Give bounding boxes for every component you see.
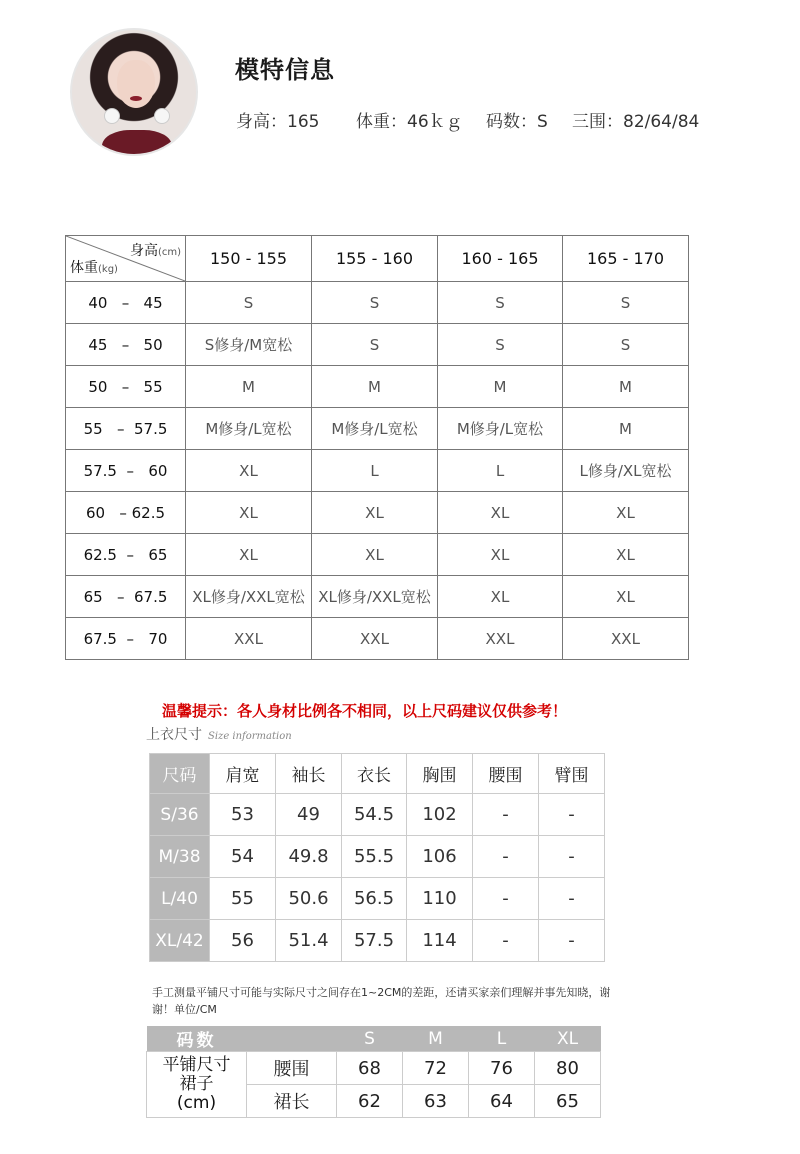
top-value-cell: 56	[210, 920, 276, 962]
rec-size-cell: XL	[186, 450, 312, 492]
top-value-cell: 114	[407, 920, 473, 962]
rec-size-cell: S	[312, 324, 438, 366]
rec-size-cell: M	[438, 366, 563, 408]
rec-size-cell: M	[563, 366, 689, 408]
top-size-heading	[146, 724, 292, 744]
top-header-cell: 肩宽	[210, 754, 276, 794]
top-value-cell: -	[539, 878, 605, 920]
top-size-code: M/38	[150, 836, 210, 878]
rec-size-cell: S	[312, 282, 438, 324]
model-title: 模特信息	[235, 56, 335, 84]
top-size-code: S/36	[150, 794, 210, 836]
top-value-cell: 102	[407, 794, 473, 836]
rec-weight-range: 40 – 45	[66, 282, 186, 324]
top-row	[150, 920, 605, 962]
top-row	[150, 878, 605, 920]
top-value-cell: 50.6	[276, 878, 342, 920]
rec-weight-range: 65 – 67.5	[66, 576, 186, 618]
rec-size-cell: M修身/L宽松	[186, 408, 312, 450]
top-value-cell: 106	[407, 836, 473, 878]
skirt-value-cell: 72	[403, 1052, 469, 1085]
skirt-row-label: 裙长	[247, 1085, 337, 1118]
skirt-value-cell: 62	[337, 1085, 403, 1118]
top-value-cell: 49	[276, 794, 342, 836]
top-header-cell: 袖长	[276, 754, 342, 794]
top-value-cell: 57.5	[342, 920, 407, 962]
top-value-cell: -	[473, 836, 539, 878]
top-value-cell: 56.5	[342, 878, 407, 920]
top-header-row	[150, 754, 605, 794]
rec-height-label: 身高(cm)	[129, 243, 181, 259]
top-size-code: L/40	[150, 878, 210, 920]
top-header-cell: 臂围	[539, 754, 605, 794]
rec-size-cell: XXL	[312, 618, 438, 660]
rec-weight-range: 55 – 57.5	[66, 408, 186, 450]
rec-row	[66, 618, 689, 660]
skirt-header-blank	[247, 1026, 337, 1052]
skirt-value-cell: 64	[469, 1085, 535, 1118]
rec-size-cell: S	[563, 324, 689, 366]
rec-corner-cell	[66, 236, 186, 282]
rec-size-cell: M修身/L宽松	[438, 408, 563, 450]
rec-size-cell: XL	[312, 534, 438, 576]
top-value-cell: 55.5	[342, 836, 407, 878]
rec-row	[66, 492, 689, 534]
rec-size-cell: XXL	[563, 618, 689, 660]
skirt-value-cell: 80	[535, 1052, 601, 1085]
rec-size-cell: XL	[563, 492, 689, 534]
top-value-cell: 51.4	[276, 920, 342, 962]
avatar-earring-right	[154, 108, 170, 124]
rec-size-cell: XL	[438, 576, 563, 618]
skirt-value-cell: 76	[469, 1052, 535, 1085]
skirt-code-header: 码数	[147, 1026, 247, 1052]
rec-size-cell: XL	[438, 534, 563, 576]
rec-weight-range: 45 – 50	[66, 324, 186, 366]
rec-size-cell: S	[563, 282, 689, 324]
top-header-code: 尺码	[150, 754, 210, 794]
rec-row	[66, 366, 689, 408]
rec-size-cell: XL	[438, 492, 563, 534]
rec-size-cell: XL	[312, 492, 438, 534]
model-avatar	[70, 28, 198, 156]
top-value-cell: 49.8	[276, 836, 342, 878]
rec-size-cell: M	[312, 366, 438, 408]
rec-size-cell: XXL	[186, 618, 312, 660]
model-height: 身高：165	[236, 112, 320, 132]
avatar-lips	[130, 96, 142, 101]
model-measurements: 三围：82/64/84	[572, 112, 700, 132]
skirt-header-row	[147, 1026, 601, 1052]
top-value-cell: -	[539, 920, 605, 962]
rec-weight-range: 57.5 – 60	[66, 450, 186, 492]
rec-size-cell: XL	[186, 492, 312, 534]
rec-size-cell: M	[186, 366, 312, 408]
skirt-size-header: XL	[535, 1026, 601, 1052]
rec-size-cell: XXL	[438, 618, 563, 660]
top-value-cell: -	[473, 794, 539, 836]
skirt-value-cell: 65	[535, 1085, 601, 1118]
avatar-earring-left	[104, 108, 120, 124]
rec-row	[66, 534, 689, 576]
top-value-cell: 110	[407, 878, 473, 920]
top-value-cell: 55	[210, 878, 276, 920]
model-info-section	[0, 0, 800, 170]
rec-size-cell: XL	[563, 534, 689, 576]
rec-height-header: 150 - 155	[186, 236, 312, 282]
rec-size-cell: XL	[186, 534, 312, 576]
skirt-size-header: S	[337, 1026, 403, 1052]
rec-size-cell: L	[438, 450, 563, 492]
top-value-cell: -	[473, 920, 539, 962]
skirt-size-header: L	[469, 1026, 535, 1052]
rec-weight-range: 67.5 – 70	[66, 618, 186, 660]
rec-size-cell: M	[563, 408, 689, 450]
top-size-code: XL/42	[150, 920, 210, 962]
rec-weight-range: 50 – 55	[66, 366, 186, 408]
top-size-table	[149, 753, 605, 962]
rec-size-cell: S	[438, 282, 563, 324]
top-value-cell: -	[539, 794, 605, 836]
rec-weight-label: 体重(kg)	[70, 260, 118, 276]
rec-weight-range: 62.5 – 65	[66, 534, 186, 576]
rec-size-cell: S	[186, 282, 312, 324]
skirt-value-cell: 63	[403, 1085, 469, 1118]
size-recommendation-table	[65, 235, 689, 660]
rec-size-cell: XL修身/XXL宽松	[186, 576, 312, 618]
skirt-value-cell: 68	[337, 1052, 403, 1085]
top-header-cell: 腰围	[473, 754, 539, 794]
rec-row	[66, 282, 689, 324]
skirt-measurement-note: 手工测量平铺尺寸可能与实际尺寸之间存在1~2CM的差距，还请买家亲们理解并事先知晓，谢谢！单位/CM	[152, 986, 611, 1016]
top-value-cell: 54	[210, 836, 276, 878]
rec-header-row	[66, 236, 689, 282]
avatar-dress	[102, 130, 172, 156]
model-size: 码数：S	[486, 112, 548, 132]
top-size-subtitle: Size information	[208, 731, 292, 742]
rec-row	[66, 576, 689, 618]
rec-size-cell: XL	[563, 576, 689, 618]
rec-row	[66, 450, 689, 492]
skirt-row	[147, 1052, 601, 1085]
top-header-cell: 衣长	[342, 754, 407, 794]
skirt-row-label: 腰围	[247, 1052, 337, 1085]
top-value-cell: -	[473, 878, 539, 920]
model-weight: 体重：46ｋｇ	[356, 112, 463, 132]
rec-size-cell: XL修身/XXL宽松	[312, 576, 438, 618]
size-notice: 温馨提示：各人身材比例各不相同，以上尺码建议仅供参考！	[162, 702, 568, 720]
rec-size-cell: L修身/XL宽松	[563, 450, 689, 492]
top-value-cell: 54.5	[342, 794, 407, 836]
top-row	[150, 836, 605, 878]
top-value-cell: 53	[210, 794, 276, 836]
rec-height-header: 160 - 165	[438, 236, 563, 282]
top-value-cell: -	[539, 836, 605, 878]
top-row	[150, 794, 605, 836]
top-header-cell: 胸围	[407, 754, 473, 794]
model-stats	[236, 107, 699, 132]
skirt-size-table	[146, 1026, 601, 1118]
rec-size-cell: S修身/M宽松	[186, 324, 312, 366]
rec-row	[66, 324, 689, 366]
skirt-category: 平铺尺寸 裙子 (cm)	[147, 1052, 247, 1118]
rec-size-cell: S	[438, 324, 563, 366]
rec-height-header: 155 - 160	[312, 236, 438, 282]
rec-size-cell: M修身/L宽松	[312, 408, 438, 450]
rec-row	[66, 408, 689, 450]
top-size-title: 上衣尺寸	[146, 727, 202, 743]
rec-size-cell: L	[312, 450, 438, 492]
rec-weight-range: 60 – 62.5	[66, 492, 186, 534]
skirt-size-header: M	[403, 1026, 469, 1052]
rec-height-header: 165 - 170	[563, 236, 689, 282]
